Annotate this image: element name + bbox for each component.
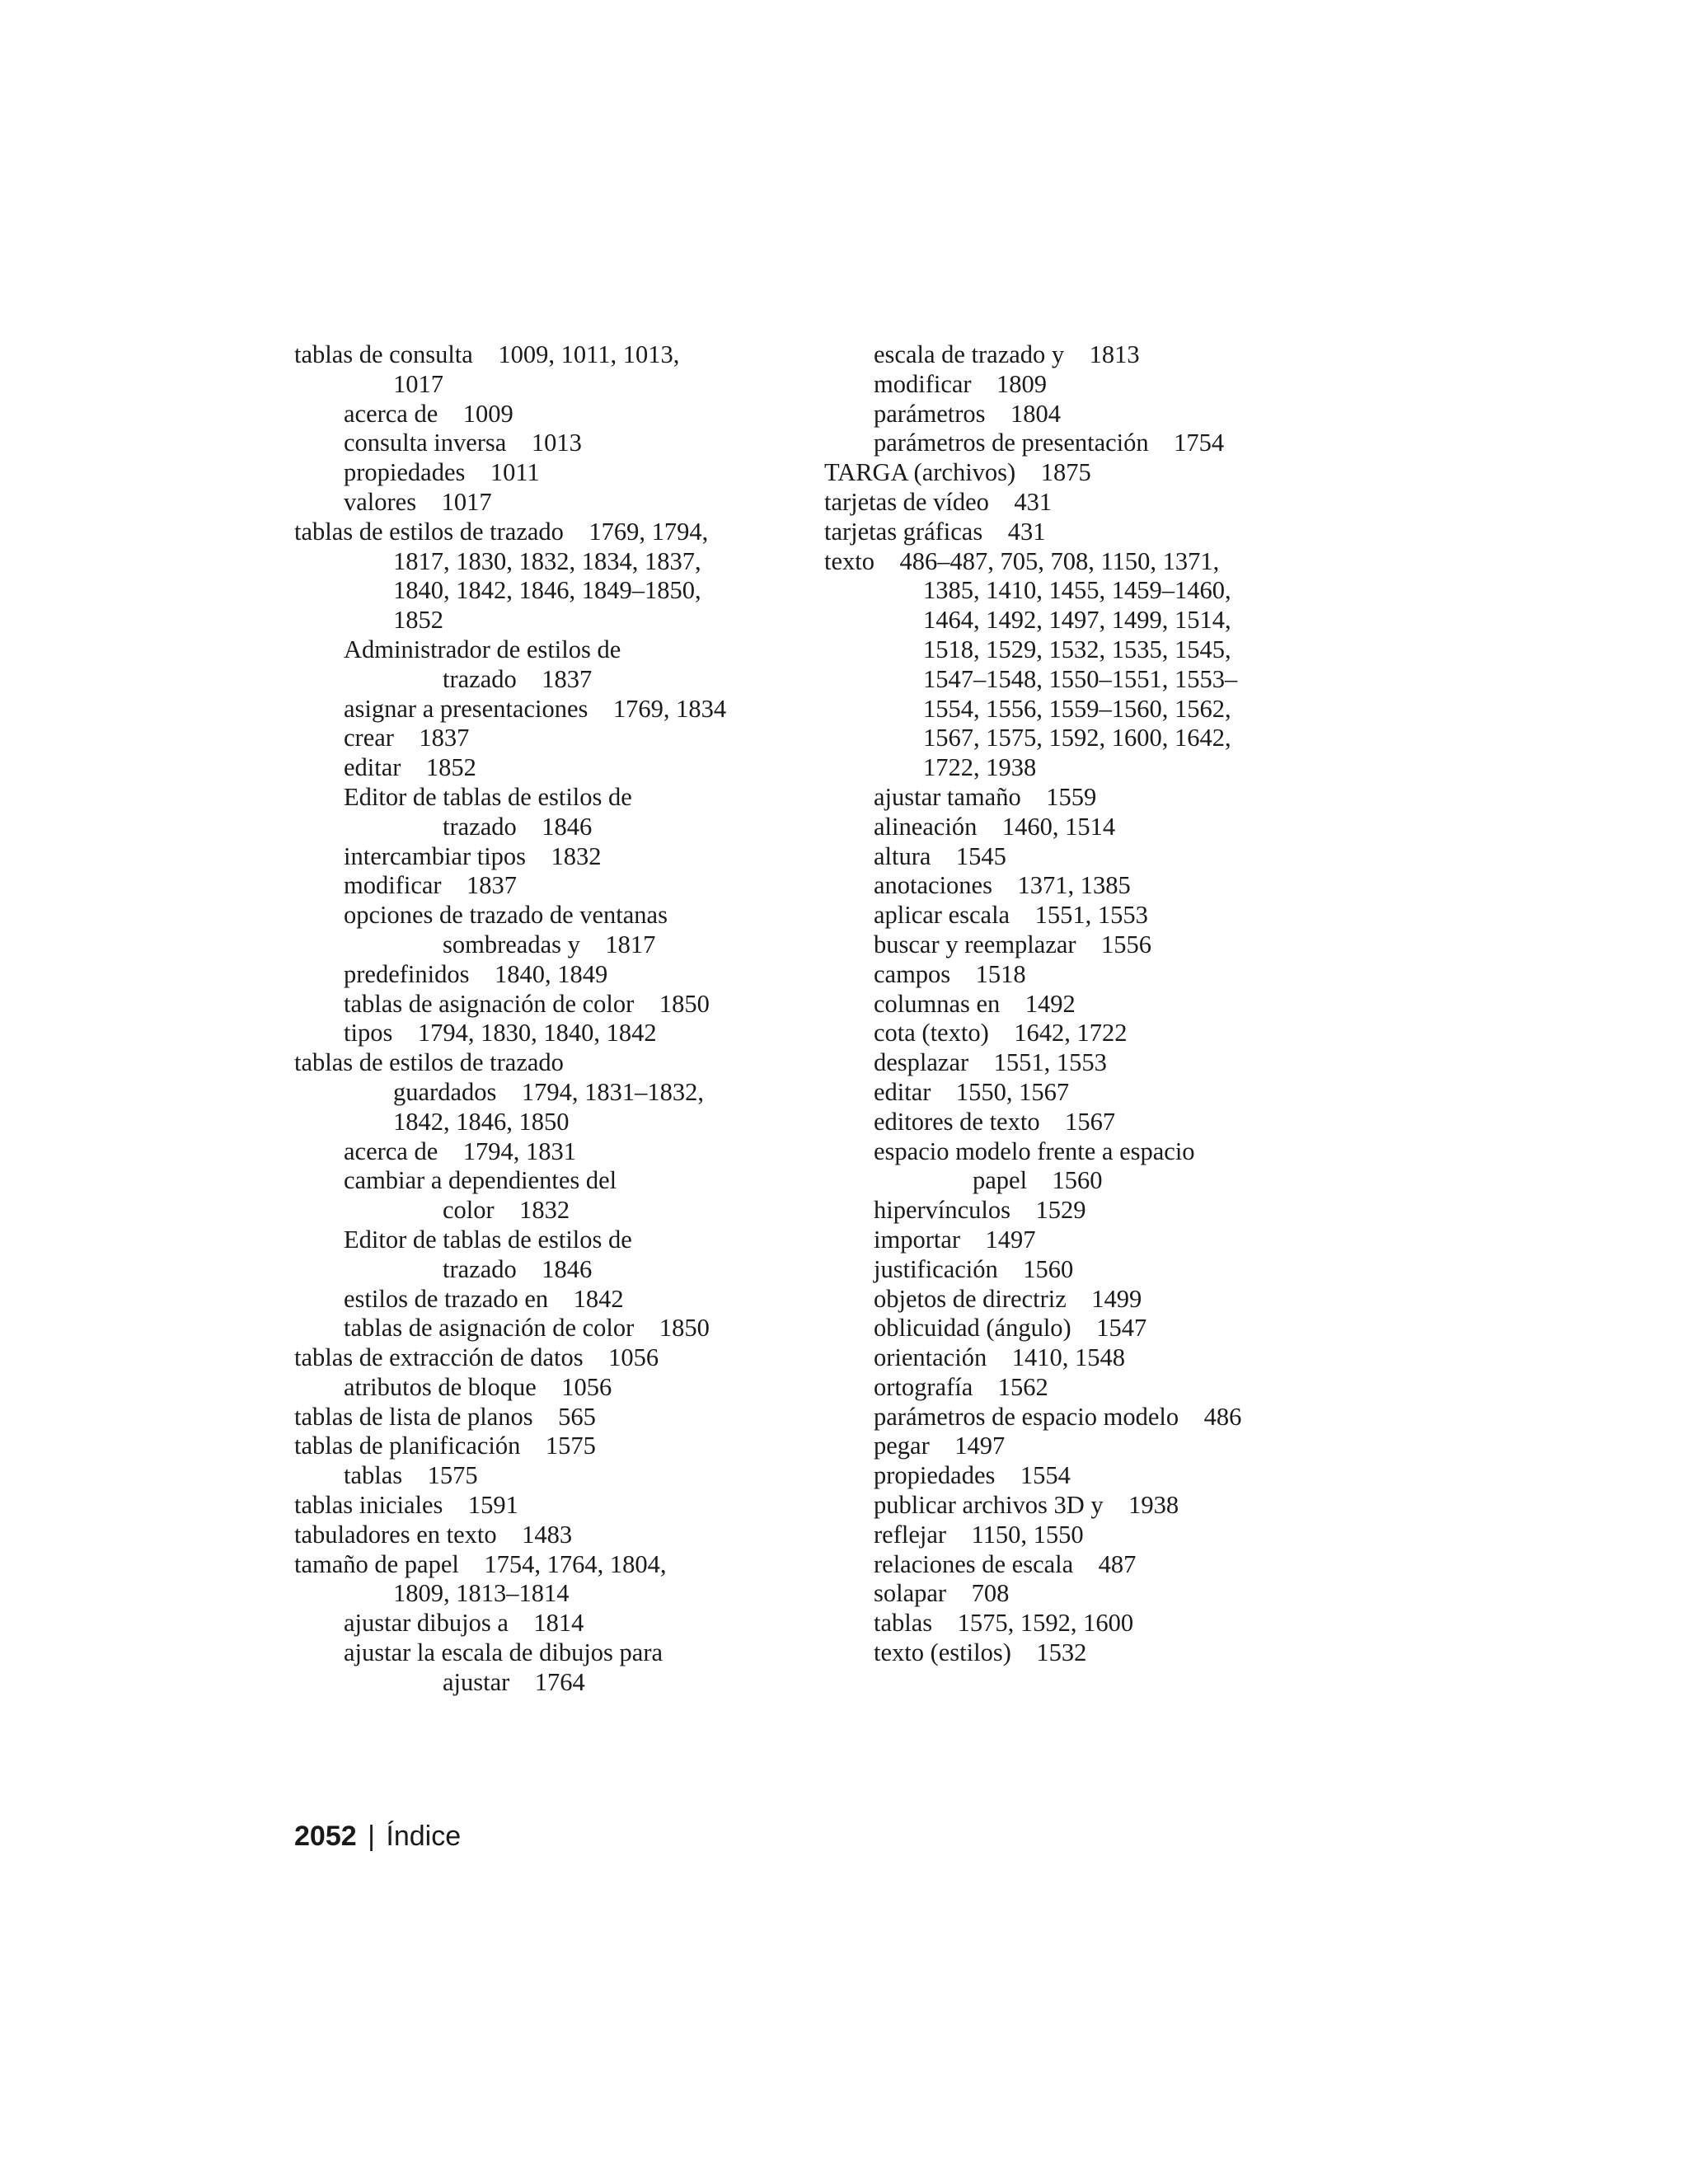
index-entry: color 1832: [443, 1196, 570, 1225]
index-column-left: [294, 340, 789, 1698]
index-entry: justificación 1560: [874, 1254, 1074, 1283]
index-entry: 1464, 1492, 1497, 1499, 1514,: [923, 606, 1231, 635]
index-entry: 1840, 1842, 1846, 1849–1850,: [393, 576, 701, 605]
index-entry: ajustar la escala de dibujos para: [344, 1638, 663, 1667]
index-entry: 1385, 1410, 1455, 1459–1460,: [923, 576, 1231, 605]
index-entry: relaciones de escala 487: [874, 1549, 1137, 1578]
index-entry: tablas 1575: [344, 1461, 478, 1490]
index-entry: 1017: [393, 369, 443, 398]
index-entry: hipervínculos 1529: [874, 1196, 1086, 1225]
index-entry: tarjetas de vídeo 431: [824, 487, 1053, 516]
index-entry: predefinidos 1840, 1849: [344, 959, 608, 988]
index-entry: desplazar 1551, 1553: [874, 1048, 1107, 1077]
index-entry: ajustar 1764: [443, 1667, 585, 1696]
index-entry: cambiar a dependientes del: [344, 1166, 617, 1195]
index-entry: 1817, 1830, 1832, 1834, 1837,: [393, 546, 701, 575]
index-entry: Editor de tablas de estilos de: [344, 782, 632, 811]
index-entry: tipos 1794, 1830, 1840, 1842: [344, 1019, 657, 1047]
index-entry: acerca de 1794, 1831: [344, 1137, 577, 1165]
index-entry: oblicuidad (ángulo) 1547: [874, 1314, 1147, 1343]
footer-separator: |: [368, 1821, 375, 1852]
index-entry: asignar a presentaciones 1769, 1834: [344, 694, 727, 723]
index-entry: tablas de estilos de trazado: [294, 1048, 564, 1077]
index-entry: Administrador de estilos de: [344, 635, 621, 663]
index-entry: importar 1497: [874, 1225, 1036, 1254]
index-entry: parámetros 1804: [874, 399, 1061, 428]
index-entry: trazado 1846: [443, 812, 593, 841]
index-entry: propiedades 1011: [344, 458, 540, 487]
index-entry: ajustar dibujos a 1814: [344, 1609, 584, 1638]
index-entry: Editor de tablas de estilos de: [344, 1225, 632, 1254]
index-column-right: [824, 340, 1335, 1668]
index-entry: 1852: [393, 606, 443, 635]
index-entry: 1567, 1575, 1592, 1600, 1642,: [923, 724, 1231, 752]
index-entry: tablas de planificación 1575: [294, 1432, 596, 1460]
index-entry: ortografía 1562: [874, 1372, 1048, 1401]
index-entry: editores de texto 1567: [874, 1107, 1116, 1136]
index-entry: 1809, 1813–1814: [393, 1579, 570, 1608]
index-entry: intercambiar tipos 1832: [344, 841, 602, 870]
index-entry: tablas 1575, 1592, 1600: [874, 1609, 1134, 1638]
index-entry: trazado 1846: [443, 1254, 593, 1283]
index-entry: papel 1560: [973, 1166, 1103, 1195]
index-entry: propiedades 1554: [874, 1461, 1071, 1490]
index-entry: editar 1852: [344, 753, 476, 782]
index-entry: publicar archivos 3D y 1938: [874, 1491, 1179, 1520]
index-entry: modificar 1837: [344, 871, 518, 900]
index-entry: modificar 1809: [874, 369, 1048, 398]
index-entry: crear 1837: [344, 724, 470, 752]
index-entry: tarjetas gráficas 431: [824, 517, 1046, 546]
page-footer: [294, 1821, 461, 1853]
index-entry: alineación 1460, 1514: [874, 812, 1116, 841]
index-entry: campos 1518: [874, 959, 1026, 988]
index-entry: trazado 1837: [443, 664, 593, 693]
index-entry: tamaño de papel 1754, 1764, 1804,: [294, 1549, 667, 1578]
index-entry: anotaciones 1371, 1385: [874, 871, 1131, 900]
index-entry: reflejar 1150, 1550: [874, 1520, 1084, 1549]
index-entry: consulta inversa 1013: [344, 429, 582, 457]
index-entry: parámetros de presentación 1754: [874, 429, 1225, 457]
index-entry: 1722, 1938: [923, 753, 1037, 782]
index-entry: escala de trazado y 1813: [874, 340, 1140, 368]
index-entry: 1547–1548, 1550–1551, 1553–: [923, 664, 1238, 693]
index-entry: texto (estilos) 1532: [874, 1638, 1087, 1667]
index-entry: tablas de consulta 1009, 1011, 1013,: [294, 340, 680, 368]
page-number: 2052: [294, 1821, 357, 1852]
index-entry: ajustar tamaño 1559: [874, 782, 1097, 811]
index-entry: 1518, 1529, 1532, 1535, 1545,: [923, 635, 1231, 663]
index-entry: objetos de directriz 1499: [874, 1284, 1142, 1313]
index-entry: editar 1550, 1567: [874, 1077, 1070, 1106]
index-entry: tablas de asignación de color 1850: [344, 1314, 710, 1343]
index-entry: valores 1017: [344, 487, 492, 516]
index-entry: tablas de extracción de datos 1056: [294, 1343, 659, 1372]
index-entry: altura 1545: [874, 841, 1006, 870]
index-entry: columnas en 1492: [874, 989, 1076, 1018]
index-entry: buscar y reemplazar 1556: [874, 930, 1152, 958]
section-title: Índice: [386, 1821, 462, 1852]
index-entry: sombreadas y 1817: [443, 930, 656, 958]
index-entry: tabuladores en texto 1483: [294, 1520, 573, 1549]
index-entry: 1554, 1556, 1559–1560, 1562,: [923, 694, 1231, 723]
index-entry: pegar 1497: [874, 1432, 1006, 1460]
index-entry: tablas de estilos de trazado 1769, 1794,: [294, 517, 709, 546]
index-entry: espacio modelo frente a espacio: [874, 1137, 1195, 1165]
index-entry: tablas de asignación de color 1850: [344, 989, 710, 1018]
index-entry: tablas de lista de planos 565: [294, 1402, 596, 1431]
index-entry: guardados 1794, 1831–1832,: [393, 1077, 704, 1106]
index-entry: 1842, 1846, 1850: [393, 1107, 570, 1136]
index-entry: texto 486–487, 705, 708, 1150, 1371,: [824, 546, 1220, 575]
index-entry: atributos de bloque 1056: [344, 1372, 612, 1401]
index-entry: acerca de 1009: [344, 399, 513, 428]
index-entry: tablas iniciales 1591: [294, 1491, 518, 1520]
index-entry: parámetros de espacio modelo 486: [874, 1402, 1242, 1431]
index-entry: solapar 708: [874, 1579, 1010, 1608]
index-entry: cota (texto) 1642, 1722: [874, 1019, 1128, 1047]
index-entry: opciones de trazado de ventanas: [344, 901, 668, 930]
index-entry: TARGA (archivos) 1875: [824, 458, 1091, 487]
index-entry: estilos de trazado en 1842: [344, 1284, 624, 1313]
index-entry: aplicar escala 1551, 1553: [874, 901, 1148, 930]
index-entry: orientación 1410, 1548: [874, 1343, 1125, 1372]
